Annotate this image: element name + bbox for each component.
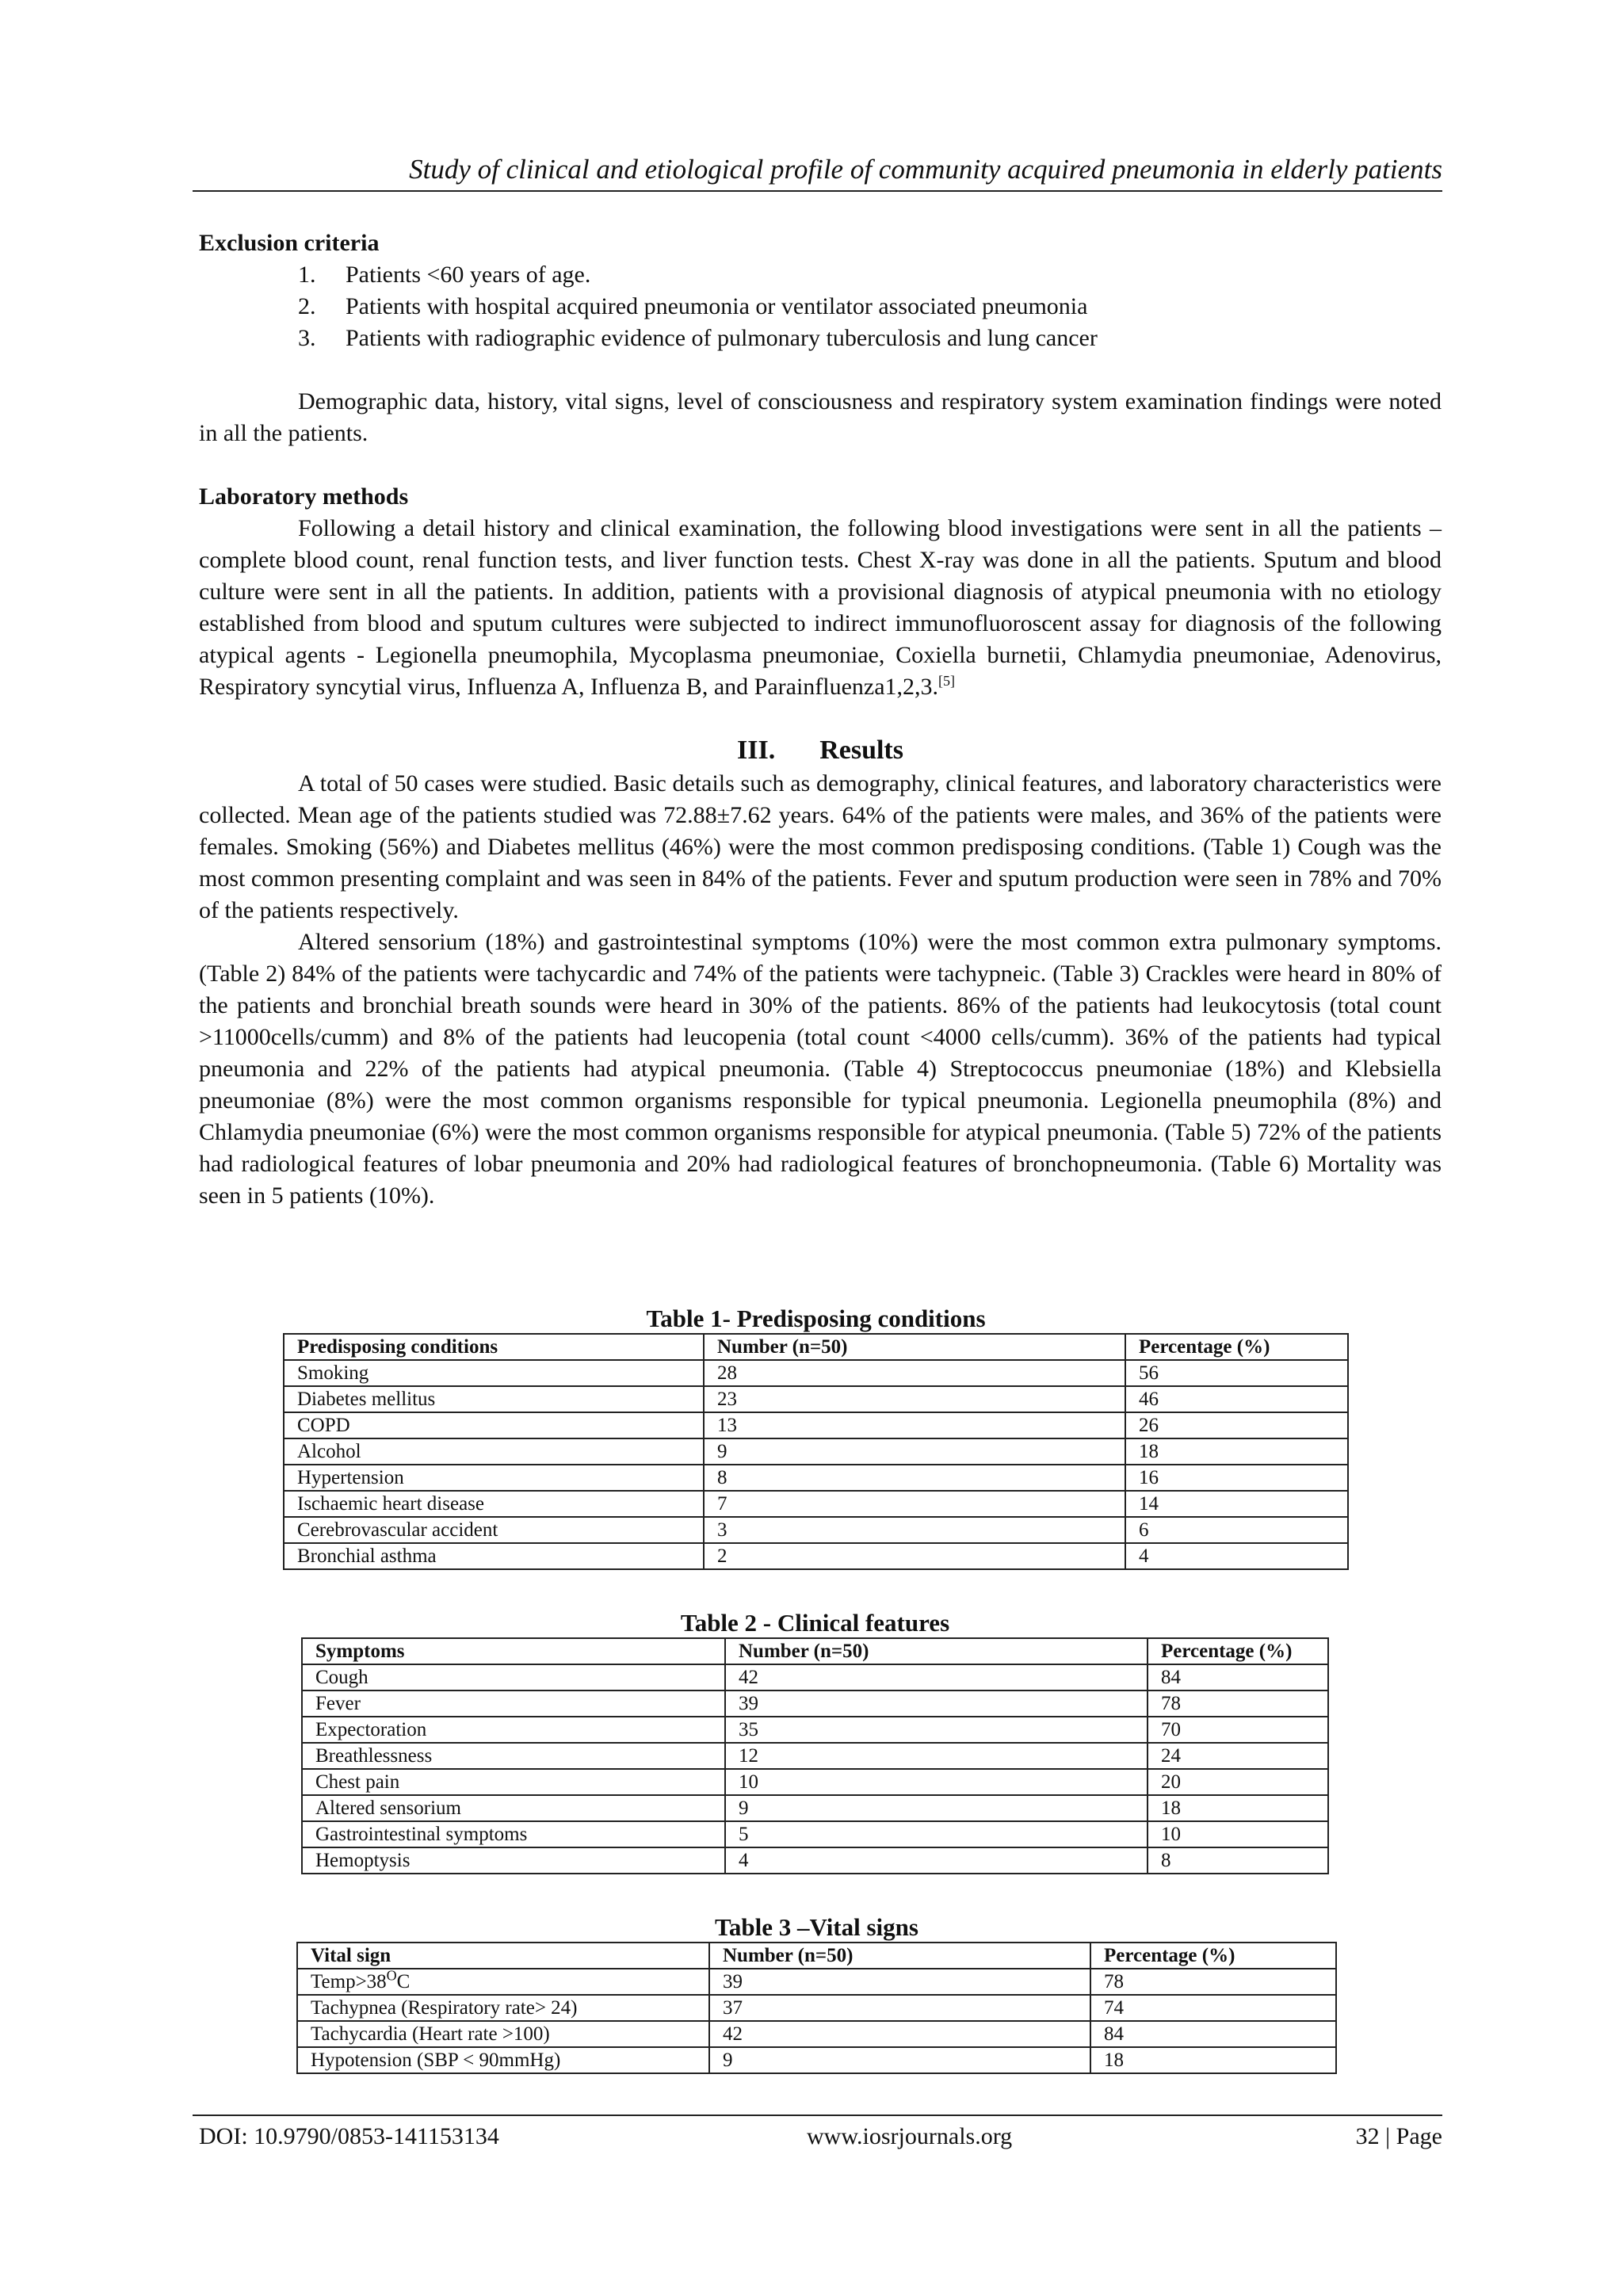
table-header-row: Symptoms Number (n=50) Percentage (%)	[302, 1638, 1328, 1664]
table-row: Smoking 28 56	[284, 1360, 1348, 1386]
table-row: Diabetes mellitus 23 46	[284, 1386, 1348, 1412]
table-row: Gastrointestinal symptoms 5 10	[302, 1821, 1328, 1847]
page-footer	[193, 2115, 1442, 2149]
table-1	[283, 1305, 1349, 1570]
table-row: Hypertension 8 16	[284, 1465, 1348, 1491]
table-row: Tachycardia (Heart rate >100) 42 84	[297, 2021, 1336, 2047]
exclusion-paragraph: Demographic data, history, vital signs, level of consciousness and respiratory system examination findings were noted in all the patients.	[199, 388, 1442, 446]
table-row: Cerebrovascular accident 3 6	[284, 1517, 1348, 1543]
lab-methods-paragraph: Following a detail history and clinical examination, the following blood investigations were sent in all the patients – complete blood count, renal function tests, and liver function tests. Chest X-ray was done in all the patients. Sputum and blood culture were sent in all the patients. In addition, patients with a provisional diagnosis of atypical pneumonia with no etiology established from blood and sputum cultures were subjected to indirect immunofluoroscent assay for diagnosis of the following atypical agents - Legionella pneumophila, Mycoplasma pneumoniae, Coxiella burnetii, Chlamydia pneumoniae, Adenovirus, Respiratory syncytial virus, Influenza A, Influenza B, and Parainfluenza1,2,3.[5]	[199, 515, 1442, 700]
list-item: 3. Patients with radiographic evidence of pulmonary tuberculosis and lung cancer	[298, 325, 1098, 351]
footer-doi: DOI: 10.9790/0853-141153134	[199, 2123, 499, 2149]
table-1-grid	[283, 1333, 1349, 1570]
table-row: Altered sensorium 9 18	[302, 1795, 1328, 1821]
results-paragraph-2: Altered sensorium (18%) and gastrointestinal symptoms (10%) were the most common extra pulmonary symptoms. (Table 2) 84% of the patients were tachycardic and 74% of the patients were tachypneic. (Table 3) Crackles were heard in 80% of the patients and bronchial breath sounds were heard in 30% of the patients. 86% of the patients had leukocytosis (total count >11000cells/cumm) and 8% of the patients had leucopenia (total count <4000 cells/cumm). 36% of the patients had typical pneumonia and 22% of the patients had atypical pneumonia. (Table 4) Streptococcus pneumoniae (18%) and Klebsiella pneumoniae (8%) were the most common organisms responsible for typical pneumonia. Legionella pneumophila (8%) and Chlamydia pneumoniae (6%) were the most common organisms responsible for atypical pneumonia. (Table 5) 72% of the patients had radiological features of lobar pneumonia and 20% had radiological features of bronchopneumonia. (Table 6) Mortality was seen in 5 patients (10%).	[199, 929, 1442, 1209]
list-item: 2. Patients with hospital acquired pneumonia or ventilator associated pneumonia	[298, 293, 1088, 319]
exclusion-list	[199, 259, 1442, 354]
table-row: COPD 13 26	[284, 1412, 1348, 1438]
citation: [5]	[938, 673, 956, 689]
table-3-title: Table 3 –Vital signs	[715, 1913, 918, 1941]
table-row: Tachypnea (Respiratory rate> 24) 37 74	[297, 1995, 1336, 2021]
table-header-row: Predisposing conditions Number (n=50) Percentage (%)	[284, 1334, 1348, 1360]
table-3	[296, 1913, 1337, 2074]
article-body	[199, 227, 1442, 1212]
table-2-grid	[301, 1637, 1329, 1874]
table-row: Alcohol 9 18	[284, 1438, 1348, 1465]
results-paragraph-1: A total of 50 cases were studied. Basic details such as demography, clinical features, and laboratory characteristics were collected. Mean age of the patients studied was 72.88±7.62 years. 64% of the patients were males, and 36% of the patients were females. Smoking (56%) and Diabetes mellitus (46%) were the most common predisposing conditions. (Table 1) Cough was the most common presenting complaint and was seen in 84% of the patients. Fever and sputum production were seen in 78% and 70% of the patients respectively.	[199, 770, 1442, 923]
table-row: Hypotension (SBP < 90mmHg) 9 18	[297, 2047, 1336, 2073]
table-1-title: Table 1- Predisposing conditions	[646, 1305, 986, 1332]
list-item: 1. Patients <60 years of age.	[298, 262, 591, 288]
lab-methods-heading: Laboratory methods	[199, 483, 409, 510]
table-row: Expectoration 35 70	[302, 1717, 1328, 1743]
table-header-row: Vital sign Number (n=50) Percentage (%)	[297, 1943, 1336, 1969]
exclusion-heading: Exclusion criteria	[199, 230, 380, 256]
results-section-title: III. Results	[737, 735, 903, 765]
table-row: Chest pain 10 20	[302, 1769, 1328, 1795]
footer-website: www.iosrjournals.org	[807, 2123, 1013, 2149]
footer-page-number: 32 | Page	[1355, 2123, 1442, 2149]
table-2	[301, 1609, 1329, 1874]
table-row: Ischaemic heart disease 7 14	[284, 1491, 1348, 1517]
table-row: Hemoptysis 4 8	[302, 1847, 1328, 1874]
table-row: Bronchial asthma 2 4	[284, 1543, 1348, 1569]
table-row: Fever 39 78	[302, 1690, 1328, 1717]
running-header-title: Study of clinical and etiological profile of community acquired pneumonia in elderly patients	[409, 154, 1442, 185]
table-row: Cough 42 84	[302, 1664, 1328, 1690]
table-row: $Temp>38^OC$ 39 78	[297, 1969, 1336, 1995]
running-header	[193, 151, 1442, 192]
table-2-title: Table 2 - Clinical features	[680, 1609, 950, 1637]
table-3-grid	[296, 1942, 1337, 2074]
table-row: Breathlessness 12 24	[302, 1743, 1328, 1769]
